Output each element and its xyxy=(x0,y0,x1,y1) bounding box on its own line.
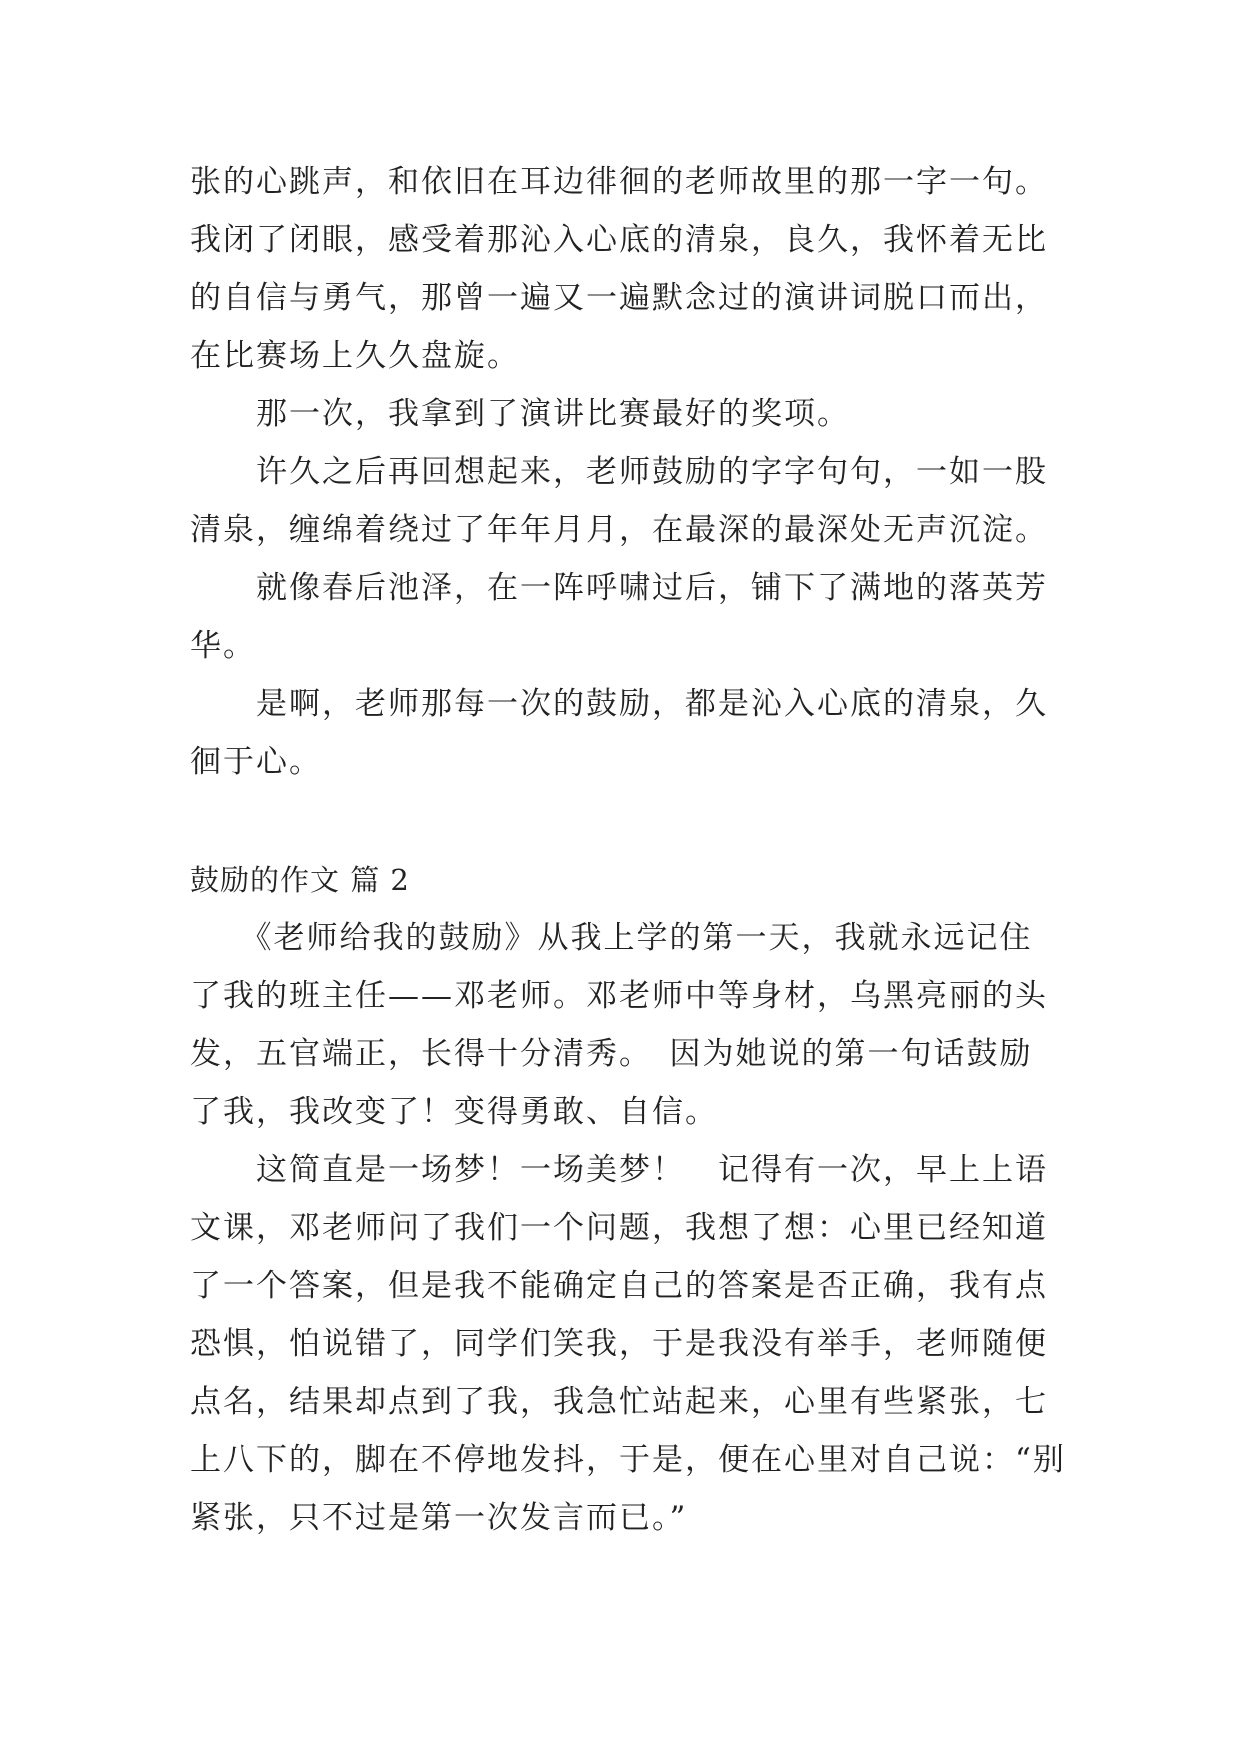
paragraph-line: 恐惧，怕说错了，同学们笑我，于是我没有举手，老师随便 xyxy=(190,1326,1048,1362)
paragraph-line: 发，五官端正，长得十分清秀。 因为她说的第一句话鼓励 xyxy=(190,1036,1033,1072)
paragraph-line: 《老师给我的鼓励》从我上学的第一天，我就永远记住 xyxy=(190,920,1033,956)
paragraph-line: 就像春后池泽，在一阵呼啸过后，铺下了满地的落英芳 xyxy=(190,570,1048,606)
paragraph-line: 那一次，我拿到了演讲比赛最好的奖项。 xyxy=(190,396,850,432)
paragraph-line: 在比赛场上久久盘旋。 xyxy=(190,338,520,374)
section-heading: 鼓励的作文 篇 2 xyxy=(190,863,410,897)
paragraph-line: 了我的班主任——邓老师。邓老师中等身材，乌黑亮丽的头 xyxy=(190,978,1048,1014)
paragraph-line: 华。 xyxy=(190,628,256,664)
paragraph-line: 点名，结果却点到了我，我急忙站起来，心里有些紧张，七 xyxy=(190,1384,1048,1420)
paragraph-line: 这简直是一场梦！一场美梦！ 记得有一次，早上上语 xyxy=(190,1152,1048,1188)
paragraph-line: 张的心跳声，和依旧在耳边徘徊的老师故里的那一字一句。 xyxy=(190,164,1048,200)
paragraph-line: 徊于心。 xyxy=(190,744,322,780)
paragraph-line: 的自信与勇气，那曾一遍又一遍默念过的演讲词脱口而出， xyxy=(190,280,1048,316)
paragraph-line: 许久之后再回想起来，老师鼓励的字字句句，一如一股 xyxy=(190,454,1048,490)
paragraph-line: 清泉，缠绵着绕过了年年月月，在最深的最深处无声沉淀。 xyxy=(190,512,1048,548)
paragraph-line: 文课，邓老师问了我们一个问题，我想了想：心里已经知道 xyxy=(190,1210,1048,1246)
paragraph-line: 上八下的，脚在不停地发抖，于是，便在心里对自己说：“别 xyxy=(190,1442,1066,1478)
paragraph-line: 紧张，只不过是第一次发言而已。” xyxy=(190,1500,688,1536)
paragraph-line: 是啊，老师那每一次的鼓励，都是沁入心底的清泉，久 xyxy=(190,686,1048,722)
paragraph-line: 了我，我改变了！变得勇敢、自信。 xyxy=(190,1094,718,1130)
paragraph-line: 我闭了闭眼，感受着那沁入心底的清泉，良久，我怀着无比 xyxy=(190,222,1048,258)
paragraph-line: 了一个答案，但是我不能确定自己的答案是否正确，我有点 xyxy=(190,1268,1048,1304)
